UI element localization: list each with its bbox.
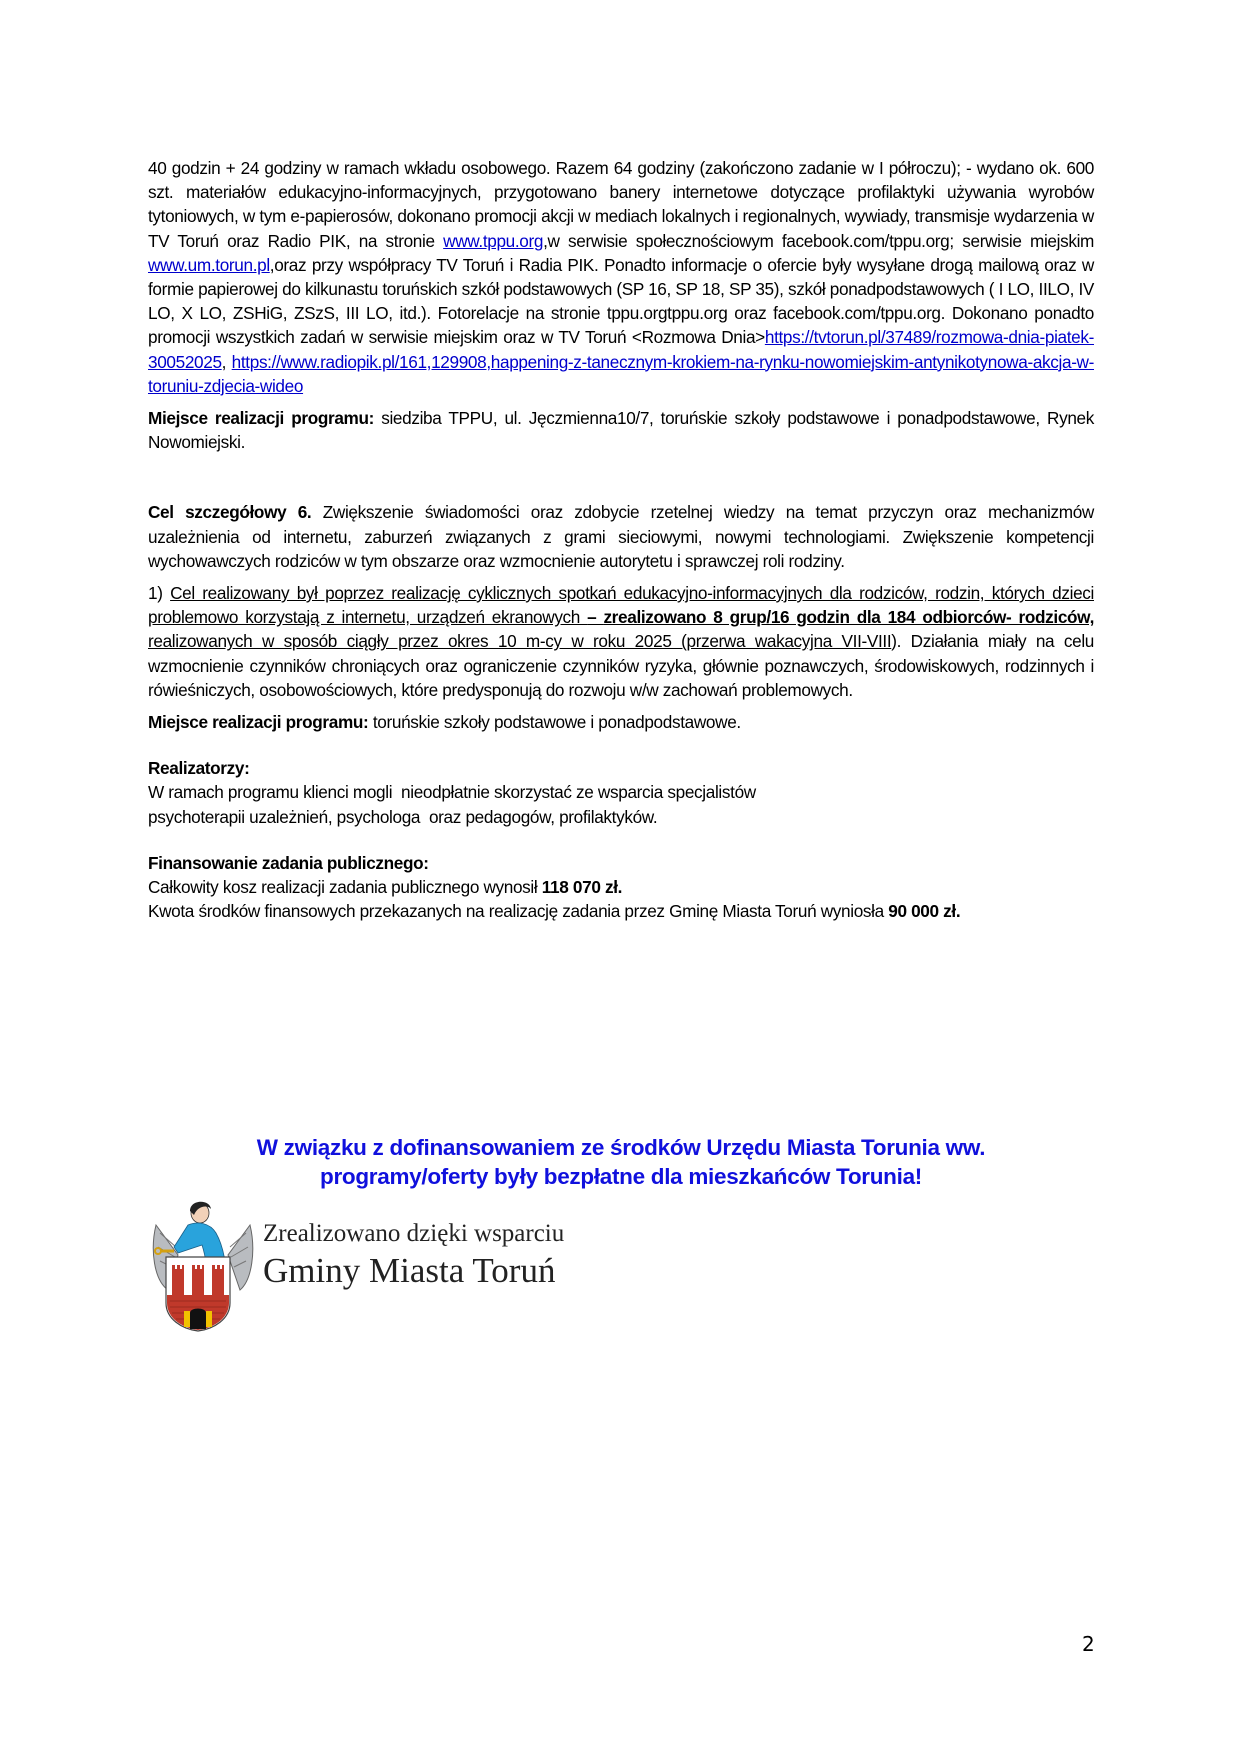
paragraph-point-1: 1) Cel realizowany był poprzez realizację cyklicznych spotkań edukacyjno-informacyjnych dla rodziców, rodzin, których dzieci problemowo korzystają z internetu, urządzeń ekranowych – zrealizowano 8 grup/16 godzin dla 184 odbiorców- rodziców, realizowanych w sposób ciągły przez okres 10 m-cy w roku 2025 (przerwa wakacyjna VII-VIII). Działania miały na celu wzmocnienie czynników chroniących oraz ograniczenie czynników ryzyka, głównie poznawczych, środowiskowych, rodzinnych i rówieśniczych, osobowościowych, które predysponują do rozwoju w/w zachowań problemowych.: [148, 583, 1094, 700]
funding-heading: Finansowanie zadania publicznego:: [148, 852, 429, 873]
city-funding-amount: 90 000 zł.: [888, 901, 961, 922]
logo-caption: Zrealizowano dzięki wsparciu: [263, 1220, 565, 1247]
total-cost: 118 070 zł.: [541, 877, 623, 898]
goal-label: Cel szczegółowy 6.: [148, 502, 312, 523]
implementers-heading: Realizatorzy:: [148, 758, 250, 779]
page-number: 2: [1082, 1632, 1095, 1656]
place-label: Miejsce realizacji programu:: [148, 408, 374, 429]
logo-title: Gminy Miasta Toruń: [263, 1251, 556, 1290]
paragraph-place-2: Miejsce realizacji programu: toruńskie szkoły podstawowe i ponadpodstawowe.: [148, 712, 741, 733]
funding-banner: W związku z dofinansowaniem ze środków Urzędu Miasta Torunia ww. programy/oferty były bezpłatne dla mieszkańców Torunia!: [256, 1135, 986, 1189]
link-um-torun[interactable]: www.um.torun.pl: [148, 254, 270, 275]
paragraph-promotion: 40 godzin + 24 godziny w ramach wkładu osobowego. Razem 64 godziny (zakończono zadanie w I półroczu); - wydano ok. 600 szt. materiałów edukacyjno-informacyjnych, przygotowano banery internetowe dotyczące profilaktyki używania wyrobów tytoniowych, w tym e-papierosów, dokonano promocji akcji w mediach lokalnych i regionalnych, wywiady, transmisje wydarzenia w TV Toruń oraz Radio PIK, na stronie www.tppu.org,w serwisie społecznościowym facebook.com/tppu.org; serwisie miejskim www.um.torun.pl,oraz przy współpracy TV Toruń i Radia PIK. Ponadto informacje o ofercie były wysyłane drogą mailową oraz w formie papierowej do kilkunastu toruńskich szkół podstawowych (SP 16, SP 18, SP 35), szkół ponadpodstawowych ( I LO, IILO, IV LO, X LO, ZSHiG, ZSzS, III LO, itd.). Fotorelacje na stronie tppu.orgtppu.org oraz facebook.com/tppu.org. Dokonano ponadto promocji wszystkich zadań w serwisie miejskim oraz w TV Toruń <Rozmowa Dnia>https://tvtorun.pl/37489/rozmowa-dnia-piatek-30052025, https://www.radiopik.pl/161,129908,happening-z-tanecznym-krokiem-na-rynku-nowomiejskim-antynikotynowa-akcja-w-toruniu-zdjecia-wideo: [148, 158, 1095, 396]
paragraph-goal-6: Cel szczegółowy 6. Zwiększenie świadomości oraz zdobycie rzetelnej wiedzy na temat przyczyn oraz mechanizmów uzależnienia od internetu, zaburzeń związanych z grami sieciowymi, nowymi technologiami. Zwiększenie kompetencji wychowawczych rodziców w tym obszarze oraz wzmocnienie autorytetu i sprawczej roli rodziny.: [148, 502, 1094, 571]
torun-coat-of-arms-icon: [148, 1195, 258, 1335]
link-tppu[interactable]: www.tppu.org: [443, 230, 544, 251]
paragraph-place-1: Miejsce realizacji programu: siedziba TPPU, ul. Jęczmienna10/7, toruńskie szkoły podstawowe i ponadpodstawowe, Rynek Nowomiejski.: [148, 408, 1094, 453]
section-funding: Finansowanie zadania publicznego: Całkowity kosz realizacji zadania publicznego wynosił 118 070 zł. Kwota środków finansowych przekazanych na realizację zadania przez Gminę Miasta Toruń wyniosła 90 000 zł.: [148, 851, 1094, 924]
document-body: [148, 156, 1094, 923]
link-tvtorun[interactable]: https://tvtorun.pl/37489/rozmowa-dnia-piatek-30052025: [148, 327, 1094, 372]
highlight-result: zrealizowano 8 grup/16 godzin dla 184 odbiorców- rodziców,: [603, 607, 1094, 628]
place-label: Miejsce realizacji programu:: [148, 712, 369, 733]
section-implementers: Realizatorzy: W ramach programu klienci mogli nieodpłatnie skorzystać ze wsparcia specjalistów psychoterapii uzależnień, psychologa oraz pedagogów, profilaktyków.: [148, 756, 1094, 829]
link-radiopik[interactable]: https://www.radiopik.pl/161,129908,happening-z-tanecznym-krokiem-na-rynku-nowomiejskim-antynikotynowa-akcja-w-toruniu-zdjecia-wideo: [148, 351, 1094, 396]
sponsor-logo: [148, 1195, 608, 1335]
